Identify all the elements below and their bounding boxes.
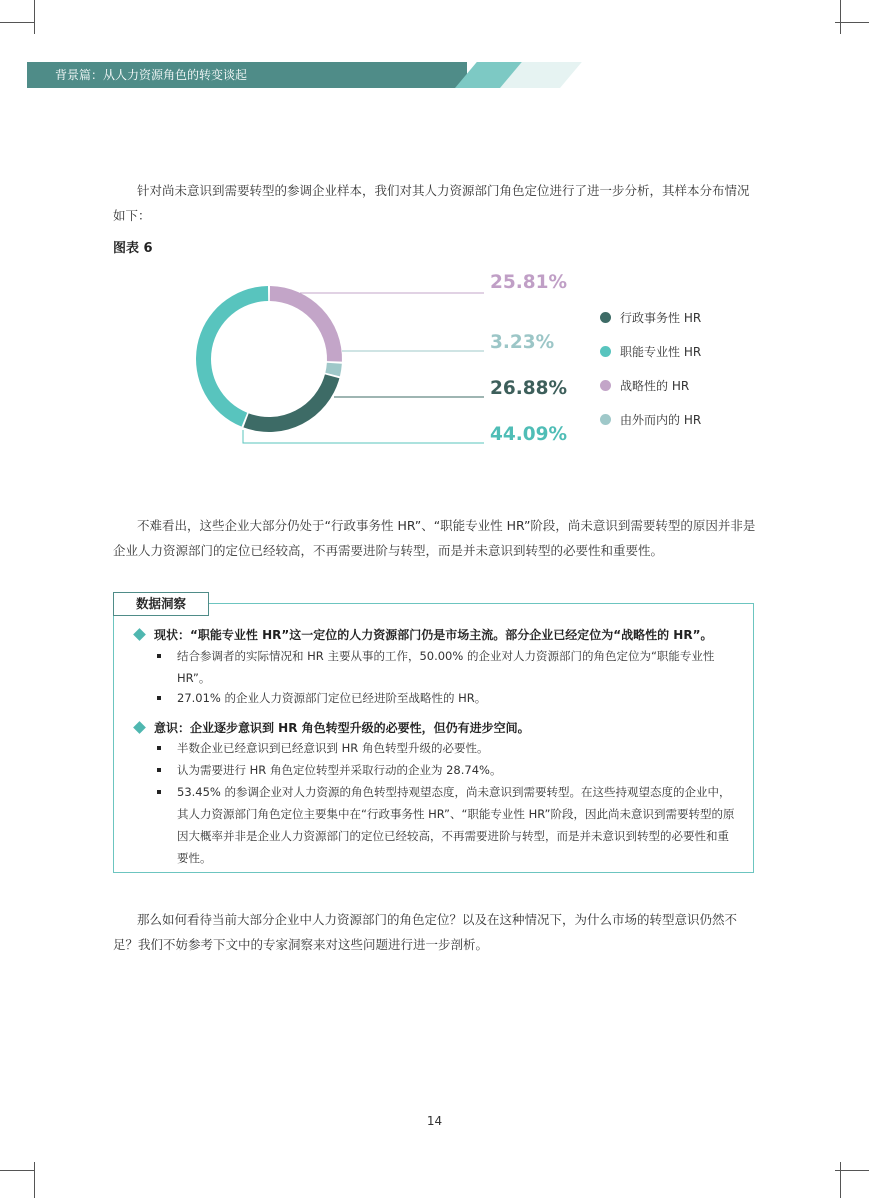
analysis-paragraph: 不难看出，这些企业大部分仍处于“行政事务性 HR”、“职能专业性 HR”阶段，尚未意识到需要转型的原因并非是企业人力资源部门的定位已经较高，不再需要进阶与转型，而是并未意识到转型的必要性和重要性。 — [113, 518, 756, 558]
slice-outside-in — [325, 363, 342, 377]
legend-item — [600, 334, 701, 368]
bullet-icon — [157, 790, 161, 794]
legend-dot — [600, 414, 611, 425]
leader-line-functional — [243, 430, 484, 443]
diamond-icon — [133, 721, 146, 734]
header-title: 背景篇：从人力资源角色的转变谈起 — [55, 68, 248, 82]
page-number: 14 — [426, 1114, 443, 1128]
list-item — [157, 645, 737, 689]
bullet-icon — [157, 654, 161, 658]
diamond-icon — [133, 628, 146, 641]
value-label-strategic: 25.81% — [490, 272, 568, 293]
legend-dot — [600, 312, 611, 323]
list-item — [157, 781, 737, 869]
value-label-admin: 26.88% — [490, 378, 568, 399]
crop-mark — [840, 0, 841, 34]
insight-point-status — [133, 626, 712, 643]
legend-label: 行政事务性 HR — [620, 310, 702, 325]
legend-item — [600, 300, 701, 334]
insight-point-text: 现状：“职能专业性 HR”这一定位的人力资源部门仍是市场主流。部分企业已经定位为“战略性的 HR”。 — [154, 628, 713, 642]
bullet-icon — [157, 768, 161, 772]
crop-mark — [0, 1170, 34, 1171]
insight-point-text: 意识：企业逐步意识到 HR 角色转型升级的必要性，但仍有进步空间。 — [154, 721, 530, 735]
value-label-functional: 44.09% — [490, 424, 568, 445]
list-item-text: 结合参调者的实际情况和 HR 主要从事的工作，50.00% 的企业对人力资源部门的角色定位为“职能专业性 HR”。 — [177, 649, 715, 685]
insight-point-awareness — [133, 719, 530, 736]
legend-label: 战略性的 HR — [620, 378, 690, 393]
crop-mark — [34, 0, 35, 34]
list-item-text: 27.01% 的企业人力资源部门定位已经进阶至战略性的 HR。 — [177, 691, 487, 705]
crop-mark — [0, 22, 34, 23]
list-item — [157, 737, 737, 759]
crop-mark — [34, 1162, 35, 1198]
bullet-icon — [157, 746, 161, 750]
legend-label: 职能专业性 HR — [620, 344, 702, 359]
slice-strategic — [270, 286, 342, 362]
intro-paragraph: 针对尚未意识到需要转型的参调企业样本，我们对其人力资源部门角色定位进行了进一步分析，其样本分布情况如下： — [113, 183, 750, 223]
list-item — [157, 687, 737, 709]
value-label-outside-in: 3.23% — [490, 332, 555, 353]
insight-box-title: 数据洞察 — [113, 592, 209, 616]
legend-dot — [600, 380, 611, 391]
list-item-text: 半数企业已经意识到已经意识到 HR 角色转型升级的必要性。 — [177, 741, 489, 755]
list-item — [157, 759, 737, 781]
list-item-text: 53.45% 的参调企业对人力资源的角色转型持观望态度，尚未意识到需要转型。在这些持观望态度的企业中，其人力资源部门角色定位主要集中在“行政事务性 HR”、“职能专业性 HR”阶段，因此尚未意识到需要转型的原因大概率并非是企业人力资源部门的定位已经较高，不再需要进阶与转型，而是并未意识到转型的必要性和重要性。 — [177, 785, 735, 865]
legend-label: 由外而内的 HR — [620, 412, 702, 427]
legend-item — [600, 402, 701, 436]
list-item-text: 认为需要进行 HR 角色定位转型并采取行动的企业为 28.74%。 — [177, 763, 502, 777]
slice-functional — [196, 286, 268, 427]
chart-legend — [600, 300, 701, 436]
bullet-icon — [157, 696, 161, 700]
legend-dot — [600, 346, 611, 357]
figure-label: 图表 6 — [113, 241, 153, 256]
slice-admin — [243, 374, 339, 432]
crop-mark — [840, 1162, 841, 1198]
closing-paragraph: 那么如何看待当前大部分企业中人力资源部门的角色定位？以及在这种情况下，为什么市场的转型意识仍然不足？我们不妨参考下文中的专家洞察来对这些问题进行进一步剖析。 — [113, 912, 738, 952]
legend-item — [600, 368, 701, 402]
